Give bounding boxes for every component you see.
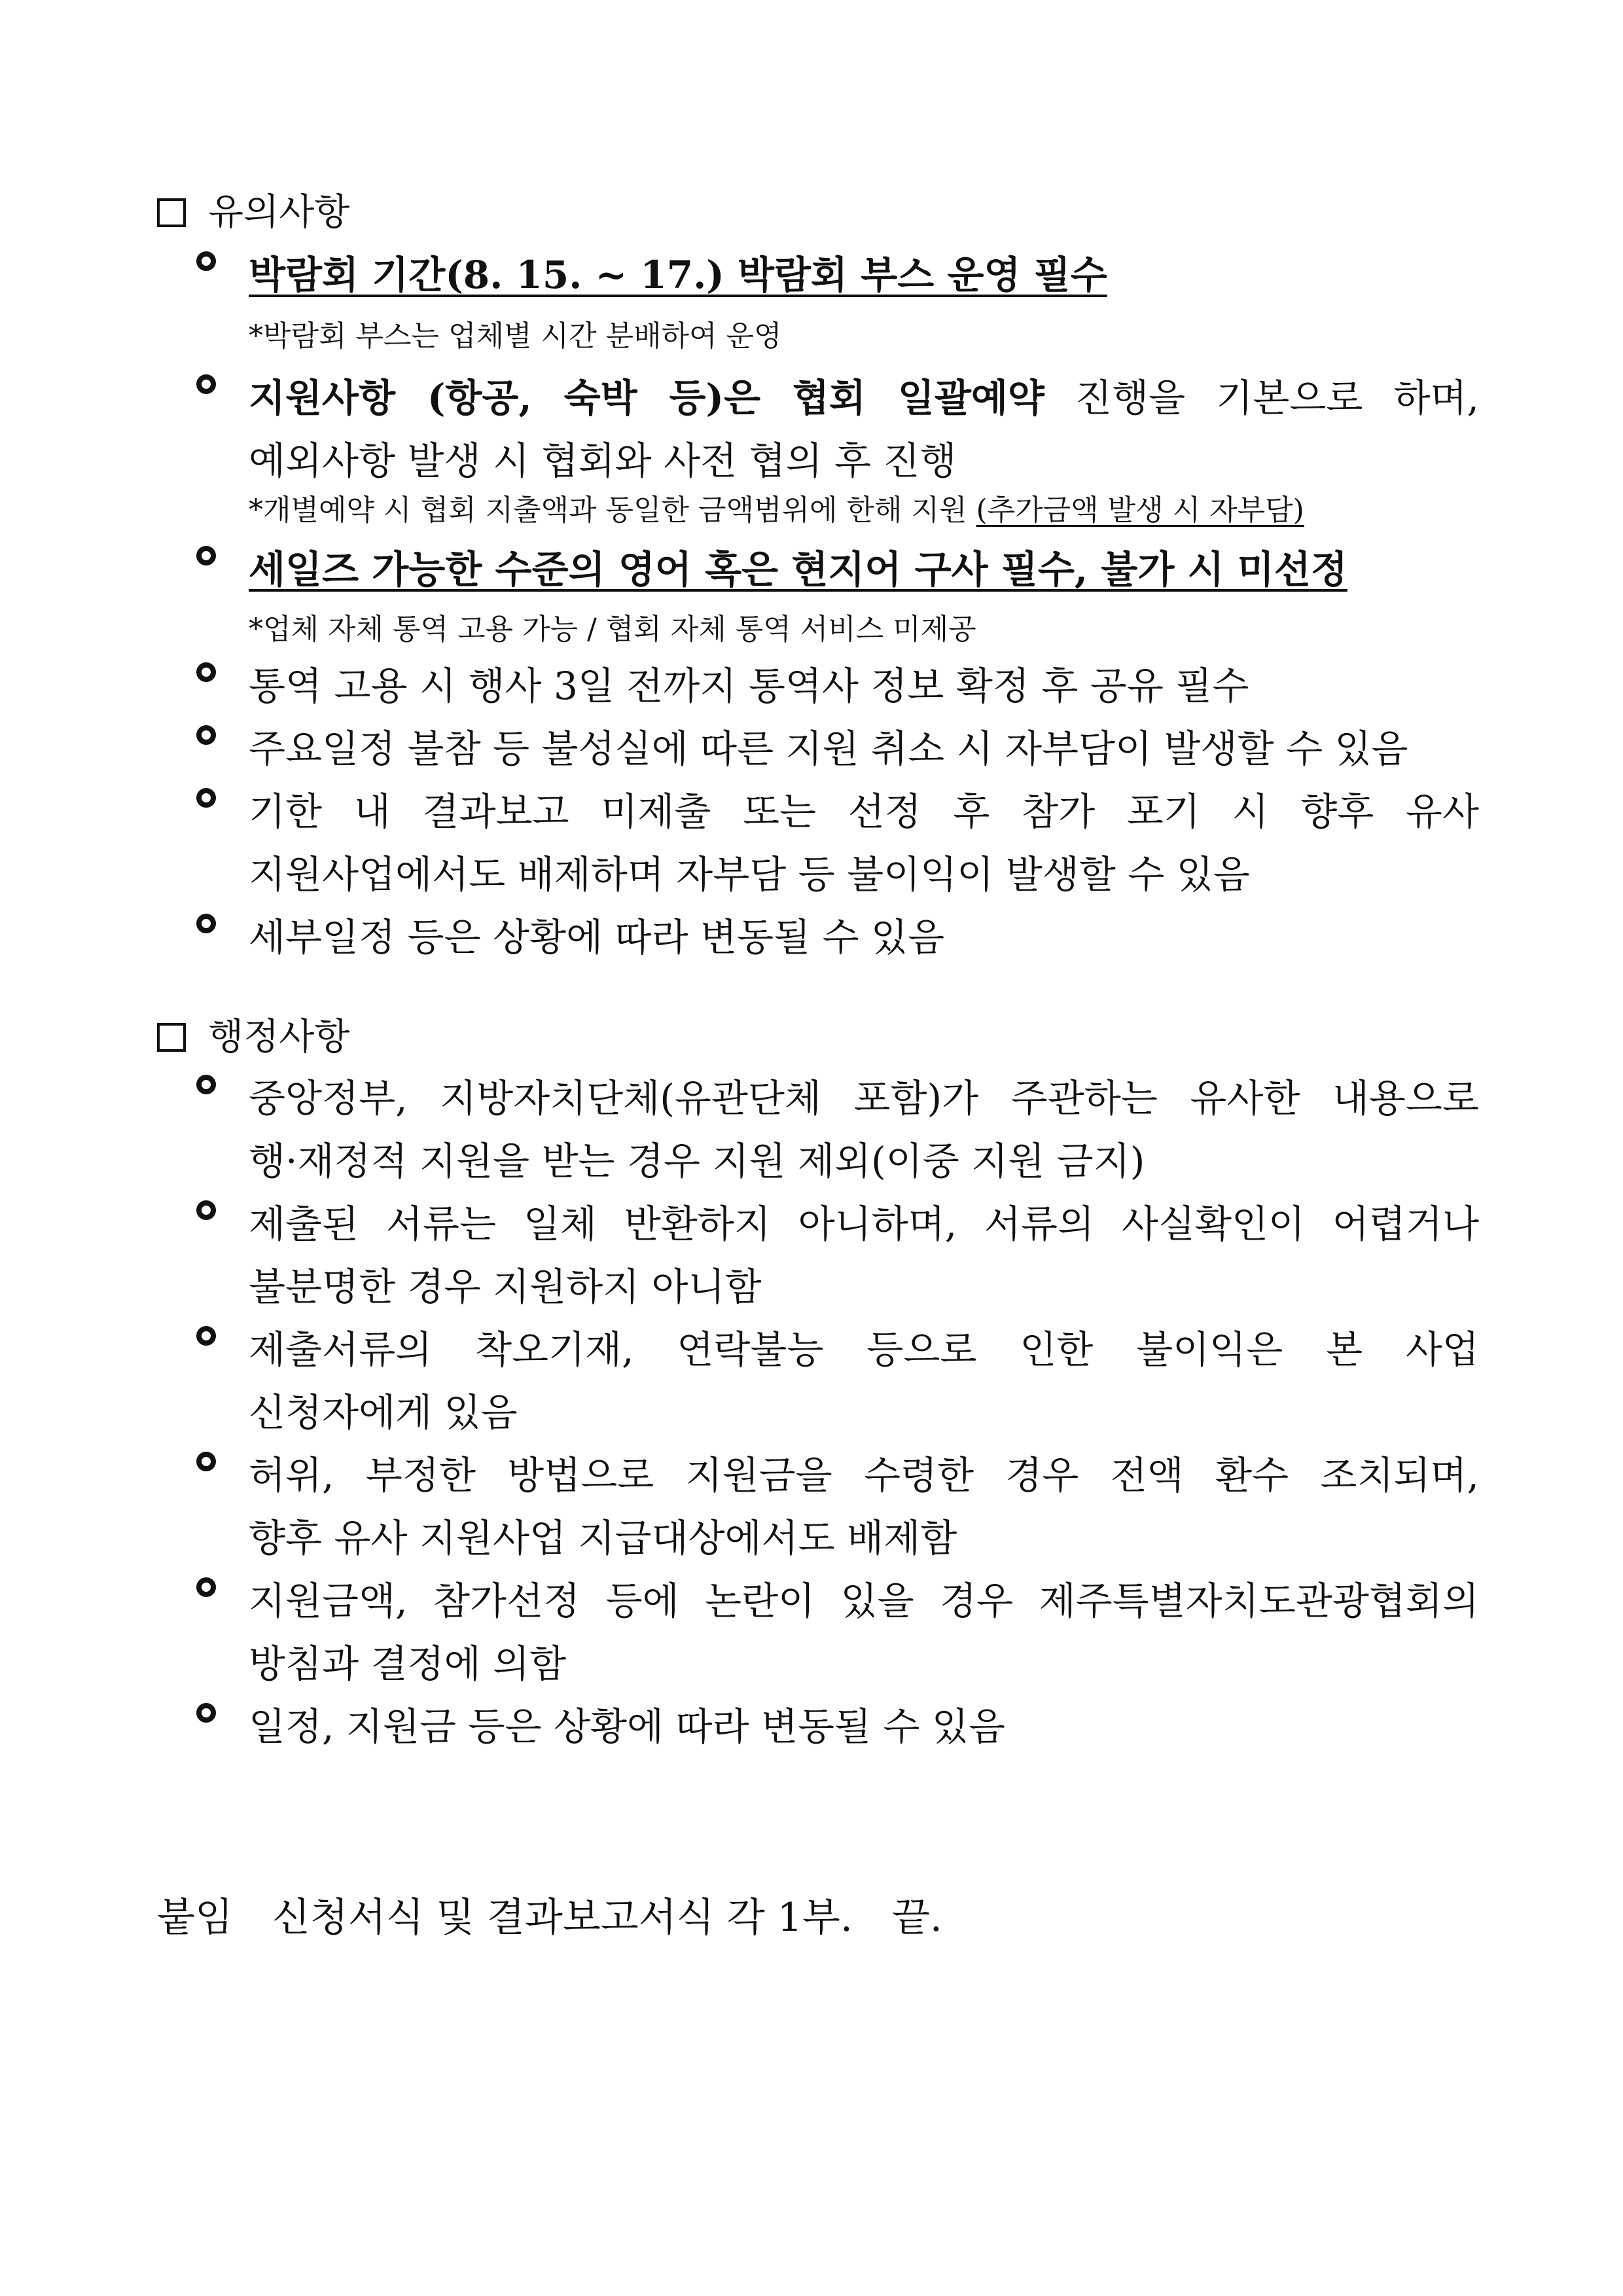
list-item bbox=[196, 538, 1479, 601]
item-text: 기한 내 결과보고 미제출 또는 선정 후 참가 포기 시 향후 유사 bbox=[249, 789, 1479, 834]
item-text: 제출서류의 착오기재, 연락불능 등으로 인한 불이익은 본 사업 bbox=[249, 1327, 1479, 1372]
list-item bbox=[196, 1318, 1479, 1444]
list-item bbox=[196, 243, 1479, 306]
circle-bullet-icon bbox=[196, 1577, 216, 1597]
item-note: *개별예약 시 협회 지출액과 동일한 금액범위에 한해 지원 (추가금액 발생 시 자부담) bbox=[249, 493, 1304, 527]
item-text: 허위, 부정한 방법으로 지원금을 수령한 경우 전액 환수 조치되며, bbox=[249, 1453, 1479, 1498]
circle-bullet-icon bbox=[196, 788, 216, 808]
circle-bullet-icon bbox=[196, 546, 216, 565]
item-text-line2: 향후 유사 지원사업 지급대상에서도 배제함 bbox=[249, 1516, 957, 1560]
section-title: 유의사항 bbox=[208, 191, 350, 234]
item-text: 세부일정 등은 상황에 따라 변동될 수 있음 bbox=[249, 915, 945, 960]
circle-bullet-icon bbox=[196, 1452, 216, 1471]
item-text-line2: 예외사항 발생 시 협회와 사전 협의 후 진행 bbox=[249, 439, 957, 483]
item-text: 주요일정 불참 등 불성실에 따른 지원 취소 시 자부담이 발생할 수 있음 bbox=[249, 726, 1408, 771]
list-item bbox=[196, 1570, 1479, 1695]
list-item bbox=[196, 1444, 1479, 1570]
item-text: 세일즈 가능한 수준의 영어 혹은 현지어 구사 필수, 불가 시 미선정 bbox=[249, 547, 1347, 592]
list-item bbox=[196, 717, 1479, 780]
item-text-line2: 방침과 결정에 의함 bbox=[249, 1641, 567, 1686]
item-text-bold: 지원사항 (항공, 숙박 등)은 협회 일괄예약 bbox=[249, 376, 1044, 420]
circle-bullet-icon bbox=[196, 374, 216, 394]
circle-bullet-icon bbox=[196, 1703, 216, 1723]
list-item bbox=[196, 780, 1479, 906]
item-text: 제출된 서류는 일체 반환하지 아니하며, 서류의 사실확인이 어렵거나 bbox=[249, 1202, 1479, 1246]
list-item bbox=[196, 367, 1479, 492]
list-item bbox=[196, 906, 1479, 969]
attachment-label: 붙임 bbox=[157, 1895, 233, 1941]
circle-bullet-icon bbox=[196, 914, 216, 933]
item-text: 일정, 지원금 등은 상황에 따라 변동될 수 있음 bbox=[249, 1704, 1005, 1749]
checkbox-square-icon bbox=[157, 198, 186, 227]
item-text-line2: 행·재정적 지원을 받는 경우 지원 제외(이중 지원 금지) bbox=[249, 1139, 1145, 1183]
item-text-line2: 불분명한 경우 지원하지 아니함 bbox=[249, 1265, 762, 1309]
circle-bullet-icon bbox=[196, 1075, 216, 1094]
list-item bbox=[196, 1067, 1479, 1193]
circle-bullet-icon bbox=[196, 1200, 216, 1220]
section-title: 행정사항 bbox=[208, 1016, 350, 1058]
attachment-text: 신청서식 및 결과보고서식 각 1부. bbox=[272, 1895, 853, 1941]
circle-bullet-icon bbox=[196, 725, 216, 745]
item-text-line2: 신청자에게 있음 bbox=[249, 1390, 518, 1435]
item-text: 중앙정부, 지방자치단체(유관단체 포함)가 주관하는 유사한 내용으로 bbox=[249, 1076, 1479, 1121]
checkbox-square-icon bbox=[157, 1023, 186, 1052]
item-text: 진행을 기본으로 하며, bbox=[1044, 376, 1479, 420]
item-text-line2: 지원사업에서도 배제하며 자부담 등 불이익이 발생할 수 있음 bbox=[249, 852, 1250, 897]
circle-bullet-icon bbox=[196, 251, 216, 271]
item-note: *업체 자체 통역 고용 가능 / 협회 자체 통역 서비스 미제공 bbox=[249, 613, 976, 646]
section-heading-administrative bbox=[157, 1014, 349, 1060]
item-note: *박람회 부스는 업체별 시간 분배하여 운영 bbox=[249, 319, 782, 353]
circle-bullet-icon bbox=[196, 1326, 216, 1346]
item-text: 통역 고용 시 행사 3일 전까지 통역사 정보 확정 후 공유 필수 bbox=[249, 664, 1249, 708]
list-item bbox=[196, 1193, 1479, 1318]
item-text: 지원금액, 참가선정 등에 논란이 있을 경우 제주특별자치도관광협회의 bbox=[249, 1579, 1479, 1623]
list-item bbox=[196, 1695, 1479, 1758]
list-item bbox=[196, 655, 1479, 717]
item-note-underlined: (추가금액 발생 시 자부담) bbox=[976, 493, 1304, 527]
attachment-line bbox=[157, 1892, 942, 1944]
attachment-end: 끝. bbox=[891, 1895, 942, 1941]
section-heading-precautions bbox=[157, 190, 349, 236]
item-text: 박람회 기간(8. 15. ~ 17.) 박람회 부스 운영 필수 bbox=[249, 253, 1107, 297]
circle-bullet-icon bbox=[196, 662, 216, 682]
